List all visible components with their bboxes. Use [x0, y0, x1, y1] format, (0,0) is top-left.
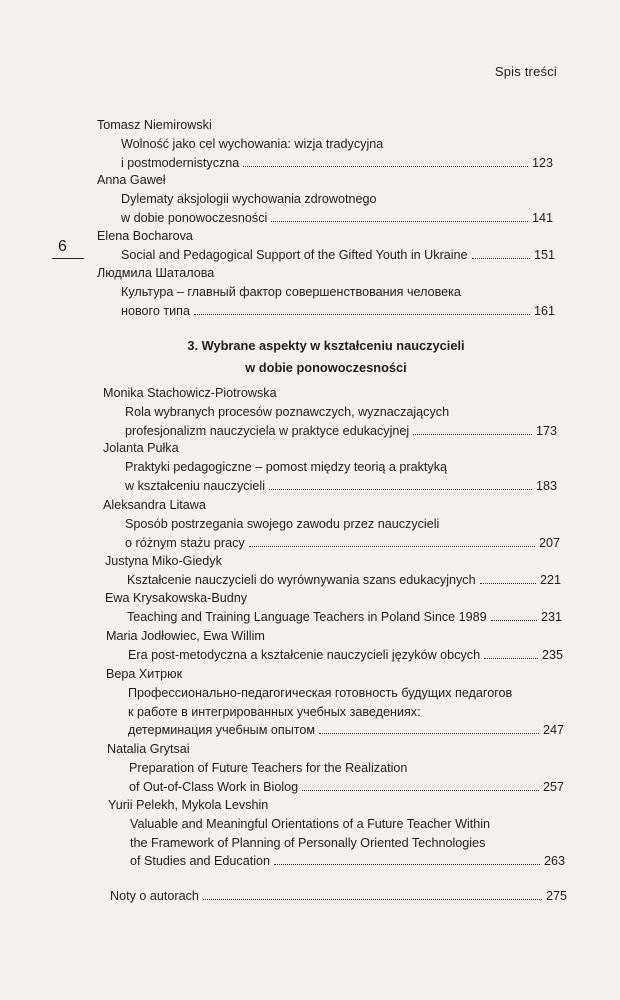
entry-author: Людмила Шаталова [97, 266, 215, 280]
entry-title-line: нового типа [121, 303, 190, 318]
entry-page-number: 247 [542, 723, 564, 738]
entry-title-line: Valuable and Meaningful Orientations of a Future Teacher Within [130, 816, 491, 831]
entry-title-line: к работе в интегрированных учебных заведениях: [128, 704, 421, 719]
entry-title-line: Wolność jako cel wychowania: wizja tradycyjna [121, 136, 384, 151]
entry-page-number: 235 [541, 647, 563, 662]
entry-author: Tomasz Niemirowski [97, 118, 212, 132]
entry-title-line: o różnym stażu pracy [125, 535, 245, 550]
dot-leader [203, 899, 542, 900]
entry-author: Anna Gaweł [97, 173, 166, 187]
entry-title-with-page [121, 248, 555, 262]
page-number-rule [52, 258, 84, 259]
dot-leader [480, 583, 536, 584]
entry-author: Вера Хитрюк [106, 667, 183, 681]
entry-title-line: the Framework of Planning of Personally Oriented Technologies [130, 835, 486, 850]
page-number: 6 [58, 238, 67, 255]
entry-title-with-page [125, 424, 557, 438]
dot-leader [484, 658, 538, 659]
entry-title-line: of Studies and Education [130, 854, 271, 869]
dot-leader [302, 790, 539, 791]
dot-leader [472, 258, 530, 259]
entry-title-with-page [130, 854, 565, 868]
entry-title-line: profesjonalizm nauczyciela w praktyce edukacyjnej [125, 423, 410, 438]
entry-title-line: Praktyki pedagogiczne – pomost między teorią a praktyką [125, 459, 448, 474]
section-heading-line-2: w dobie ponowoczesności [245, 360, 407, 375]
running-head: Spis treści [494, 64, 557, 79]
entry-author: Jolanta Pułka [103, 441, 179, 455]
final-entry [110, 889, 567, 903]
entry-title-with-page [128, 648, 563, 662]
entry-title-line: детерминация учебным опытом [128, 723, 316, 738]
entry-title-line: Профессионально-педагогическая готовность будущих педагогов [128, 685, 513, 700]
entry-page-number: 257 [542, 779, 564, 794]
entry-title-line: i postmodernistyczna [121, 155, 240, 170]
entry-title-line: w dobie ponowoczesności [121, 210, 268, 225]
final-entry-page-number: 275 [545, 889, 567, 903]
entry-page-number: 141 [531, 210, 553, 225]
entry-title-line: of Out-of-Class Work in Biolog [129, 779, 299, 794]
entry-title-with-page [121, 211, 553, 225]
dot-leader [249, 546, 535, 547]
entry-page-number: 263 [543, 854, 565, 869]
entry-title-line: Era post-metodyczna a kształcenie nauczycieli języków obcych [128, 647, 481, 662]
entry-title-with-page [125, 479, 557, 493]
final-entry-title: Noty o autorach [110, 889, 199, 903]
dot-leader [194, 314, 530, 315]
entry-title-line: w kształceniu nauczycieli [125, 478, 265, 493]
entry-title-with-page [128, 723, 564, 737]
dot-leader [274, 864, 540, 865]
entry-author: Monika Stachowicz-Piotrowska [103, 386, 277, 400]
dot-leader [319, 733, 539, 734]
entry-title-with-page [127, 610, 562, 624]
entry-title-line: Sposób postrzegania swojego zawodu przez nauczycieli [125, 516, 440, 531]
entry-title-with-page [121, 156, 553, 170]
entry-author: Maria Jodłowiec, Ewa Willim [106, 629, 265, 643]
entry-page-number: 207 [538, 535, 560, 550]
entry-author: Ewa Krysakowska-Budny [105, 591, 248, 605]
section-heading-line-1: 3. Wybrane aspekty w kształceniu nauczycieli [187, 338, 465, 353]
entry-title-with-page [121, 304, 555, 318]
entry-author: Justyna Miko-Giedyk [105, 554, 222, 568]
entry-title-line: Preparation of Future Teachers for the Realization [129, 760, 408, 775]
entry-page-number: 173 [535, 423, 557, 438]
entry-title-line: Dylematy aksjologii wychowania zdrowotnego [121, 191, 377, 206]
entry-page-number: 161 [533, 303, 555, 318]
entry-title-line: Teaching and Training Language Teachers in Poland Since 1989 [127, 609, 487, 624]
entry-title-line: Культура – главный фактор совершенствования человека [121, 284, 461, 299]
dot-leader [491, 620, 537, 621]
entry-title-with-page [129, 780, 564, 794]
entry-page-number: 123 [531, 155, 553, 170]
entry-author: Elena Bocharova [97, 229, 193, 243]
entry-title-line: Social and Pedagogical Support of the Gifted Youth in Ukraine [121, 247, 468, 262]
dot-leader [413, 434, 532, 435]
entry-title-with-page [127, 573, 561, 587]
entry-page-number: 221 [539, 572, 561, 587]
entry-page-number: 151 [533, 247, 555, 262]
entry-page-number: 183 [535, 478, 557, 493]
dot-leader [243, 166, 528, 167]
entry-title-line: Rola wybranych procesów poznawczych, wyznaczających [125, 404, 450, 419]
dot-leader [269, 489, 532, 490]
entry-page-number: 231 [540, 609, 562, 624]
entry-author: Natalia Grytsai [107, 742, 190, 756]
entry-author: Aleksandra Litawa [103, 498, 206, 512]
entry-title-with-page [125, 536, 560, 550]
dot-leader [271, 221, 528, 222]
entry-author: Yurii Pelekh, Mykola Levshin [108, 798, 269, 812]
entry-title-line: Kształcenie nauczycieli do wyrównywania szans edukacyjnych [127, 572, 476, 587]
